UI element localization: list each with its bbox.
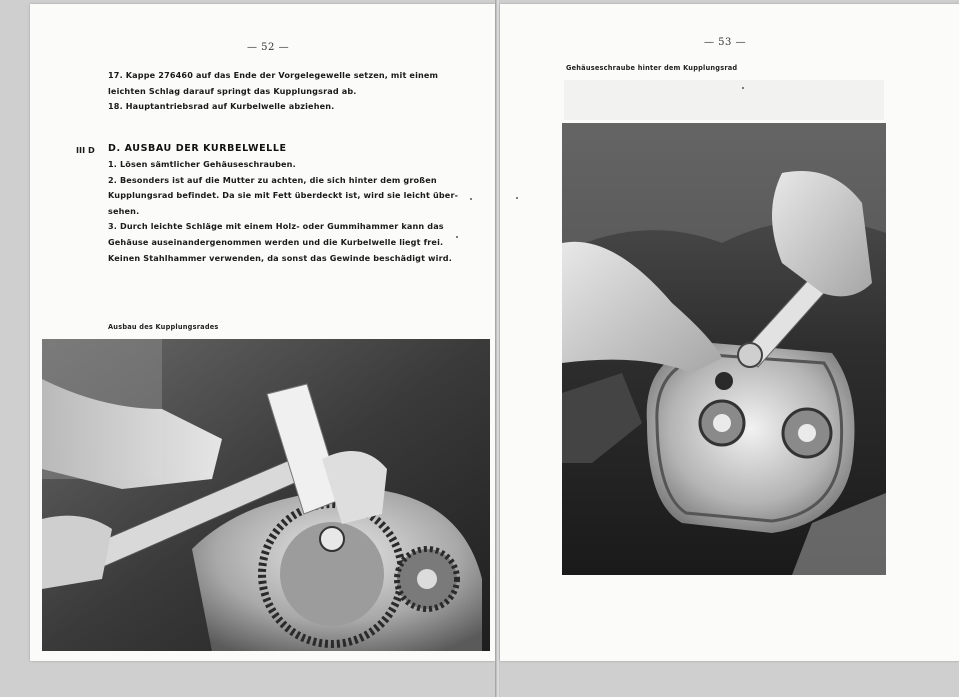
photo-caption-right: Gehäuseschraube hinter dem Kupplungsrad xyxy=(566,64,738,72)
right-page xyxy=(500,4,959,661)
text-line: 2. Besonders ist auf die Mutter zu achten, die sich hinter dem großen xyxy=(108,174,437,185)
scan-speck xyxy=(516,197,518,199)
text-line: sehen. xyxy=(108,205,140,216)
text-line: Keinen Stahlhammer verwenden, da sonst das Gewinde beschädigt wird. xyxy=(108,252,452,263)
left-page xyxy=(30,4,495,661)
page-number-right: — 53 — xyxy=(704,37,747,48)
photo-caption-left: Ausbau des Kupplungsrades xyxy=(108,323,219,331)
photo-clutch-removal xyxy=(42,339,490,651)
page-number-left: — 52 — xyxy=(247,42,290,53)
bleed-through xyxy=(564,80,884,120)
section-marker: III D xyxy=(76,145,95,155)
text-line: leichten Schlag darauf springt das Kupplungsrad ab. xyxy=(108,85,357,96)
section-heading: D. AUSBAU DER KURBELWELLE xyxy=(108,143,287,154)
scan-speck xyxy=(742,87,744,89)
text-line: 17. Kappe 276460 auf das Ende der Vorgelegewelle setzen, mit einem xyxy=(108,70,439,80)
text-line: 18. Hauptantriebsrad auf Kurbelwelle abziehen. xyxy=(108,101,335,112)
scan-speck xyxy=(470,198,472,200)
photo-housing-screw xyxy=(562,123,886,575)
photo-housing-screw-illustration xyxy=(562,123,886,575)
text-line: 3. Durch leichte Schläge mit einem Holz- oder Gummihammer kann das xyxy=(108,221,444,232)
photo-clutch-removal-illustration xyxy=(42,339,490,651)
steps-top xyxy=(108,68,438,115)
text-line: 1. Lösen sämtlicher Gehäuseschrauben. xyxy=(108,159,296,169)
steps-section xyxy=(108,157,458,266)
text-line: Kupplungsrad befindet. Da sie mit Fett überdeckt ist, wird sie leicht über- xyxy=(108,190,459,201)
text-line: Gehäuse auseinandergenommen werden und die Kurbelwelle liegt frei. xyxy=(108,236,444,247)
scan-speck xyxy=(456,236,458,238)
